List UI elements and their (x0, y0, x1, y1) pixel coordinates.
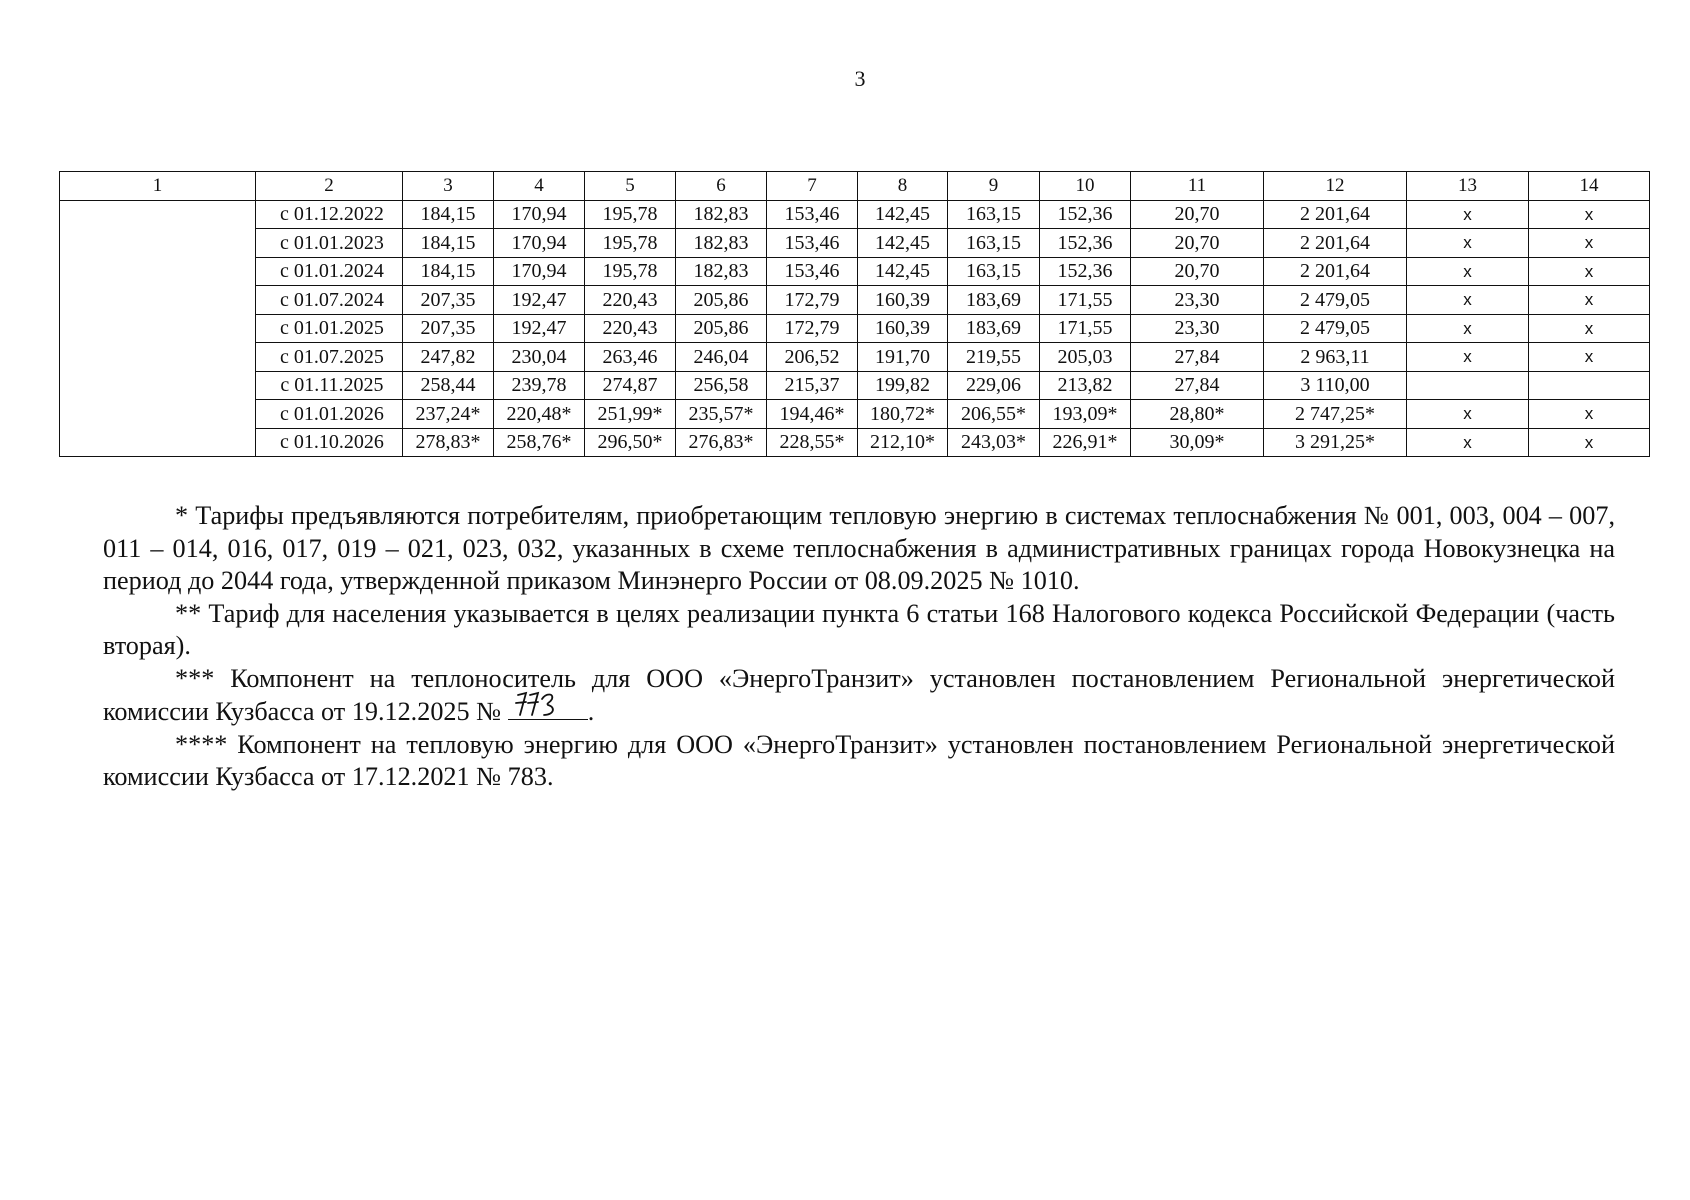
table-cell: 205,86 (676, 286, 767, 315)
column-header: 5 (585, 172, 676, 201)
table-cell: 206,55* (948, 400, 1040, 429)
page-number: 3 (854, 66, 866, 91)
table-cell: 20,70 (1131, 229, 1264, 258)
table-cell: x (1407, 200, 1529, 229)
period-cell: с 01.10.2026 (256, 428, 403, 457)
table-cell: 2 479,05 (1264, 286, 1407, 315)
period-cell: с 01.12.2022 (256, 200, 403, 229)
table-cell: 170,94 (494, 257, 585, 286)
table-cell: 251,99* (585, 400, 676, 429)
table-cell: 205,86 (676, 314, 767, 343)
table-cell: 191,70 (858, 343, 948, 372)
table-cell: 199,82 (858, 371, 948, 400)
table-cell: 20,70 (1131, 200, 1264, 229)
table-cell: x (1407, 314, 1529, 343)
table-cell: 256,58 (676, 371, 767, 400)
table-cell: 172,79 (767, 314, 858, 343)
table-cell: 263,46 (585, 343, 676, 372)
handwritten-number (508, 695, 588, 720)
table-cell: x (1407, 229, 1529, 258)
table-cell: 274,87 (585, 371, 676, 400)
period-cell: с 01.01.2023 (256, 229, 403, 258)
table-row (60, 371, 1650, 400)
table-cell: 2 201,64 (1264, 229, 1407, 258)
table-row (60, 428, 1650, 457)
table-cell: x (1529, 257, 1650, 286)
table-cell: x (1529, 400, 1650, 429)
table-cell: 258,76* (494, 428, 585, 457)
footnote-1: * Тарифы предъявляются потребителям, приобретающим тепловую энергию в системах теплоснабжения № 001, 003, 004 – 007, 011 – 014, 016, 017, 019 – 021, 023, 032, указанных в схеме теплоснабжения в административных границах города Новокузнецка на период до 2044 года, утвержденной приказом Минэнерго России от 08.09.2025 № 1010. (103, 501, 1615, 595)
table-row (60, 200, 1650, 229)
table-cell: 243,03* (948, 428, 1040, 457)
table-cell: 27,84 (1131, 371, 1264, 400)
table-cell: 239,78 (494, 371, 585, 400)
table-cell: 296,50* (585, 428, 676, 457)
table-cell: 246,04 (676, 343, 767, 372)
table-cell: 195,78 (585, 229, 676, 258)
table-cell: 153,46 (767, 200, 858, 229)
footnote-2: ** Тариф для населения указывается в целях реализации пункта 6 статьи 168 Налогового кодекса Российской Федерации (часть вторая). (103, 598, 1615, 660)
table-cell: x (1407, 257, 1529, 286)
column-header: 6 (676, 172, 767, 201)
table-cell: x (1529, 200, 1650, 229)
table-cell: 171,55 (1040, 314, 1131, 343)
table-cell: 2 963,11 (1264, 343, 1407, 372)
column-header: 10 (1040, 172, 1131, 201)
table-cell: x (1407, 286, 1529, 315)
table-cell: 160,39 (858, 286, 948, 315)
table-cell: 163,15 (948, 229, 1040, 258)
table-header-row (60, 172, 1650, 201)
period-cell: с 01.01.2024 (256, 257, 403, 286)
table-cell: 152,36 (1040, 257, 1131, 286)
column-header: 2 (256, 172, 403, 201)
table-cell (1407, 371, 1529, 400)
table-row (60, 343, 1650, 372)
footnote-3-end: . (587, 697, 595, 726)
table-cell: 237,24* (403, 400, 494, 429)
table-cell: 195,78 (585, 257, 676, 286)
table-cell: 142,45 (858, 257, 948, 286)
footnote-4: **** Компонент на тепловую энергию для ООО «ЭнергоТранзит» установлен постановлением Региональной энергетической комиссии Кузбасса от 17.12.2021 № 783. (103, 729, 1615, 791)
column-header: 8 (858, 172, 948, 201)
table-cell: 152,36 (1040, 229, 1131, 258)
table-cell: 192,47 (494, 314, 585, 343)
table-cell: 184,15 (403, 200, 494, 229)
table-cell: 3 110,00 (1264, 371, 1407, 400)
table-cell: 184,15 (403, 229, 494, 258)
table-cell: 2 201,64 (1264, 257, 1407, 286)
period-cell: с 01.07.2025 (256, 343, 403, 372)
table-cell: 220,43 (585, 314, 676, 343)
table-cell: 142,45 (858, 200, 948, 229)
table-row (60, 229, 1650, 258)
table-cell: 194,46* (767, 400, 858, 429)
table-cell: x (1407, 428, 1529, 457)
table-cell: 213,82 (1040, 371, 1131, 400)
table-cell: x (1529, 286, 1650, 315)
table-cell: 171,55 (1040, 286, 1131, 315)
column-header: 9 (948, 172, 1040, 201)
table-cell: 152,36 (1040, 200, 1131, 229)
table-cell: 226,91* (1040, 428, 1131, 457)
table-cell: x (1407, 400, 1529, 429)
table-cell: 2 747,25* (1264, 400, 1407, 429)
table-cell: 184,15 (403, 257, 494, 286)
table-cell: 278,83* (403, 428, 494, 457)
table-cell: 170,94 (494, 200, 585, 229)
table-cell: x (1529, 314, 1650, 343)
column-header: 13 (1407, 172, 1529, 201)
column-header: 1 (60, 172, 256, 201)
table-cell: 23,30 (1131, 314, 1264, 343)
table-cell: 2 201,64 (1264, 200, 1407, 229)
period-cell: с 01.07.2024 (256, 286, 403, 315)
column-header: 4 (494, 172, 585, 201)
table-cell: x (1529, 428, 1650, 457)
table-cell: 28,80* (1131, 400, 1264, 429)
table-cell: x (1529, 343, 1650, 372)
table-cell: 220,43 (585, 286, 676, 315)
table-cell: 3 291,25* (1264, 428, 1407, 457)
table-cell: 195,78 (585, 200, 676, 229)
table-cell: 230,04 (494, 343, 585, 372)
table-cell: 163,15 (948, 200, 1040, 229)
table-cell: 160,39 (858, 314, 948, 343)
table-cell: x (1529, 229, 1650, 258)
table-cell: 170,94 (494, 229, 585, 258)
tariff-table (59, 171, 1650, 457)
table-cell: 27,84 (1131, 343, 1264, 372)
table-cell: 205,03 (1040, 343, 1131, 372)
table-cell: 153,46 (767, 229, 858, 258)
column-header: 14 (1529, 172, 1650, 201)
table-cell: 276,83* (676, 428, 767, 457)
table-cell: 258,44 (403, 371, 494, 400)
table-cell: 2 479,05 (1264, 314, 1407, 343)
table-cell: 30,09* (1131, 428, 1264, 457)
table-cell: 153,46 (767, 257, 858, 286)
table-cell: 235,57* (676, 400, 767, 429)
footnote-3 (103, 663, 1615, 729)
table-row (60, 400, 1650, 429)
table-cell: 180,72* (858, 400, 948, 429)
table-cell: 229,06 (948, 371, 1040, 400)
table-cell: 215,37 (767, 371, 858, 400)
table-cell: 23,30 (1131, 286, 1264, 315)
table-cell: 228,55* (767, 428, 858, 457)
table-cell: 207,35 (403, 286, 494, 315)
table-cell: 172,79 (767, 286, 858, 315)
table-cell: 247,82 (403, 343, 494, 372)
table-cell: 193,09* (1040, 400, 1131, 429)
table-cell: 192,47 (494, 286, 585, 315)
column-header: 12 (1264, 172, 1407, 201)
footnotes (103, 500, 1615, 794)
table-cell: 220,48* (494, 400, 585, 429)
merged-first-column-cell (60, 200, 256, 457)
period-cell: с 01.01.2025 (256, 314, 403, 343)
table-cell: 219,55 (948, 343, 1040, 372)
table-cell: 182,83 (676, 257, 767, 286)
column-header: 7 (767, 172, 858, 201)
table-cell: 182,83 (676, 229, 767, 258)
table-cell: 20,70 (1131, 257, 1264, 286)
table-cell: x (1407, 343, 1529, 372)
table-cell: 163,15 (948, 257, 1040, 286)
table-cell: 207,35 (403, 314, 494, 343)
table-cell: 183,69 (948, 314, 1040, 343)
table-row (60, 257, 1650, 286)
table-row (60, 286, 1650, 315)
period-cell: с 01.01.2026 (256, 400, 403, 429)
table-cell: 142,45 (858, 229, 948, 258)
column-header: 11 (1131, 172, 1264, 201)
footnote-3-text: *** Компонент на теплоноситель для ООО «ЭнергоТранзит» установлен постановлением Региональной энергетической комиссии Кузбасса от 19.12.2025 № (103, 663, 1615, 726)
table-row (60, 314, 1650, 343)
table-cell: 183,69 (948, 286, 1040, 315)
table-cell: 212,10* (858, 428, 948, 457)
table-cell: 182,83 (676, 200, 767, 229)
column-header: 3 (403, 172, 494, 201)
table-cell (1529, 371, 1650, 400)
table-cell: 206,52 (767, 343, 858, 372)
period-cell: с 01.11.2025 (256, 371, 403, 400)
